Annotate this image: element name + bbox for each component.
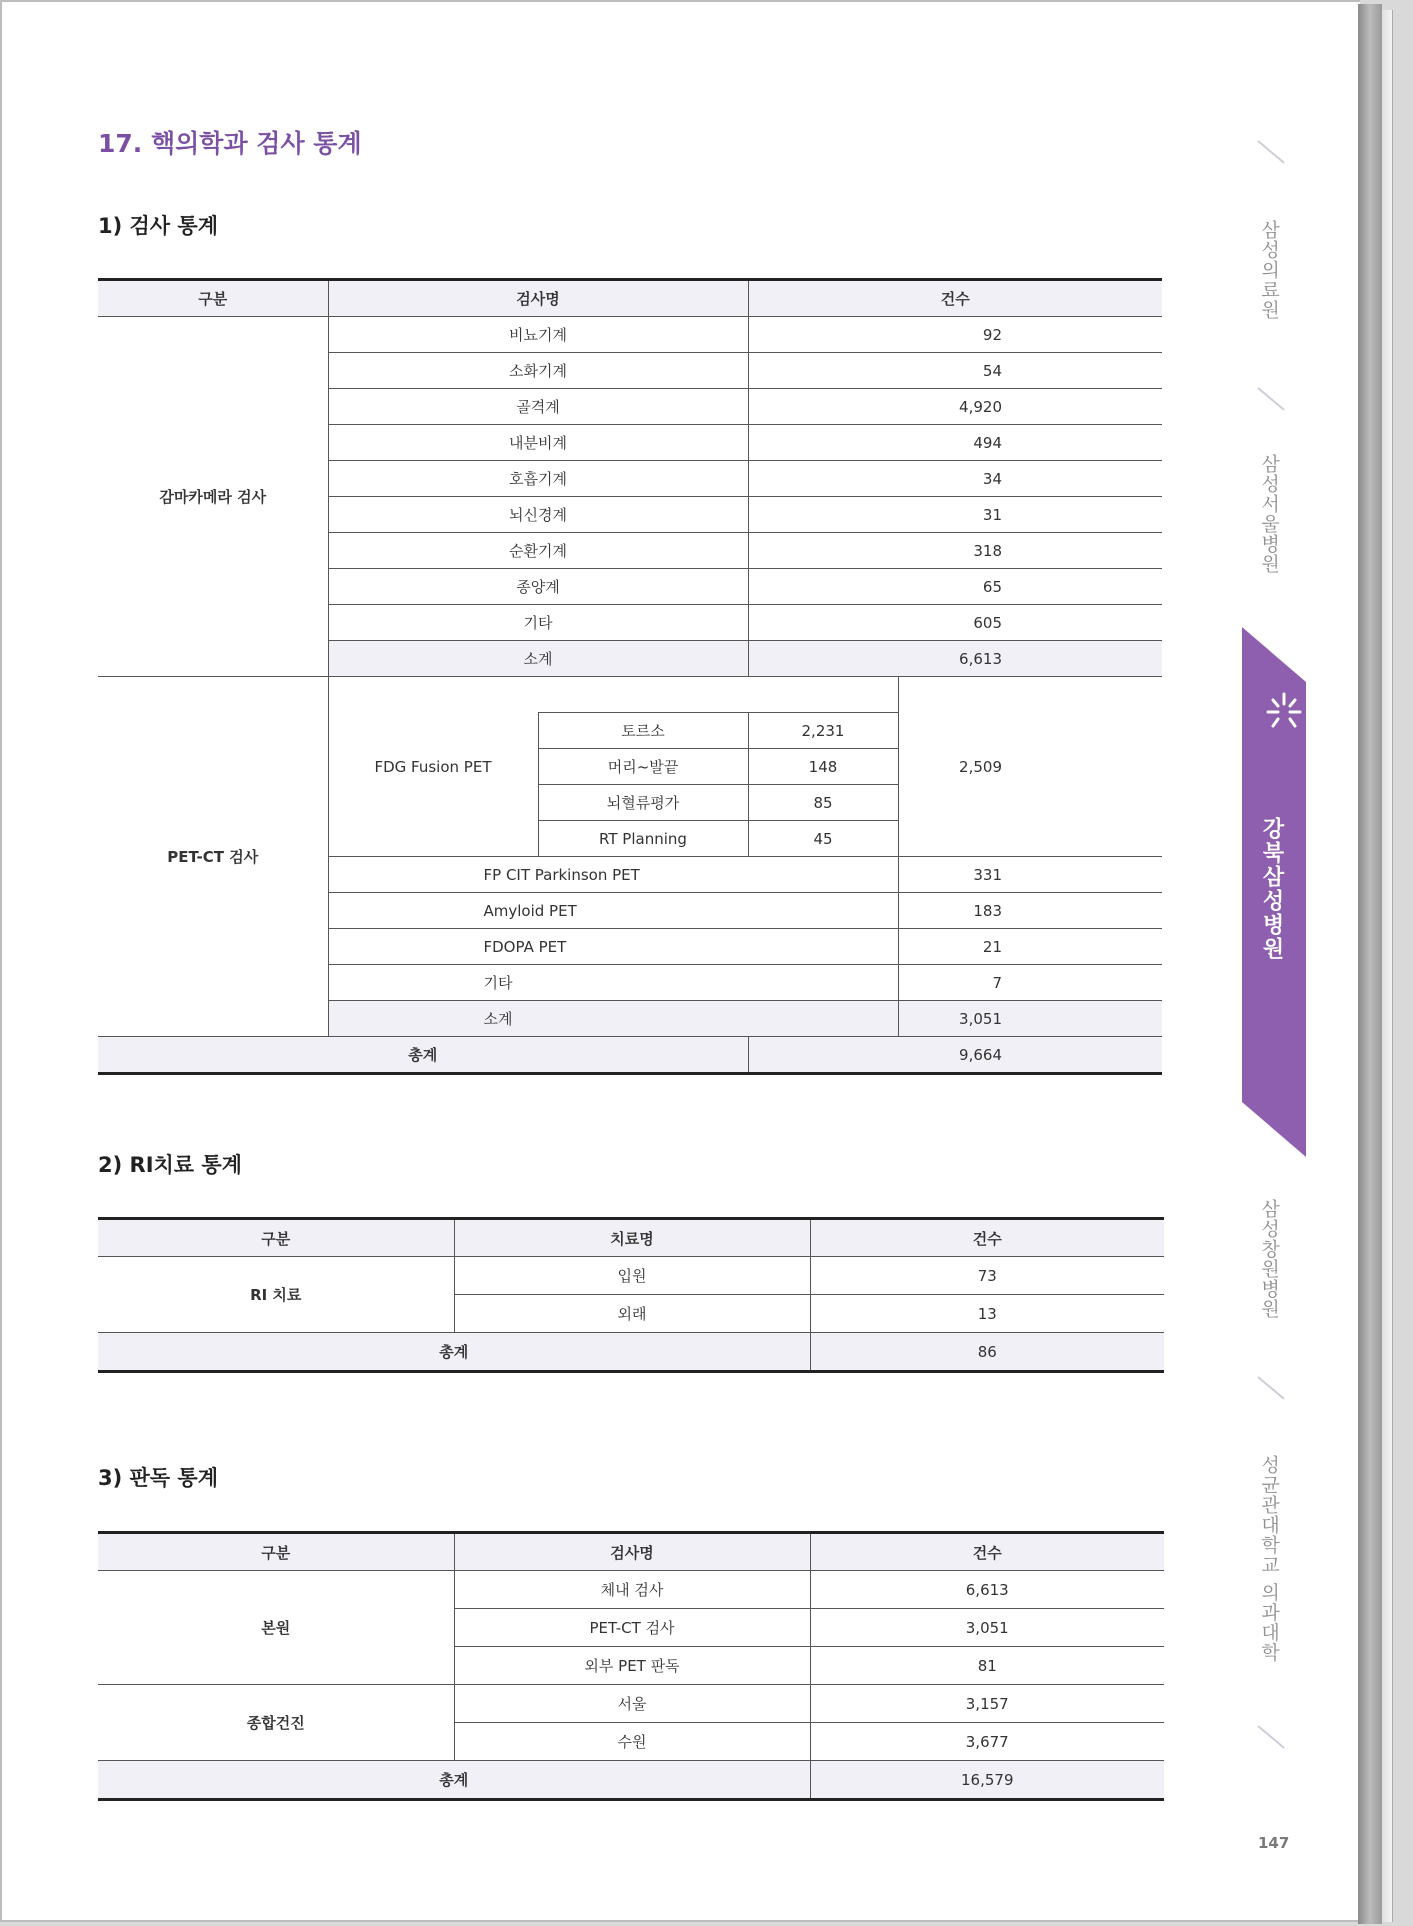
exam-name: 서울	[454, 1685, 810, 1723]
exam-count: 65	[748, 569, 1162, 605]
fdg-fusion-label: FDG Fusion PET	[328, 677, 538, 857]
header-exam-name: 검사명	[454, 1533, 810, 1571]
header-treatment-name: 치료명	[454, 1219, 810, 1257]
fdg-sub-name: 토르소	[538, 713, 748, 749]
divider-slash	[1257, 140, 1284, 163]
fdg-total: 2,509	[898, 677, 1162, 857]
sidebar-item-samsung-changwon[interactable]: 삼성창원병원	[1258, 1199, 1280, 1319]
total-label: 총계	[98, 1333, 810, 1372]
exam-count: 3,677	[810, 1723, 1164, 1761]
total-value: 16,579	[810, 1761, 1164, 1800]
total-label: 총계	[98, 1761, 810, 1800]
exam-name: Amyloid PET	[328, 893, 898, 929]
sidebar-item-skku-medicine[interactable]: 성균관대학교 의과대학	[1258, 1455, 1280, 1663]
section-title-reading-stats: 3) 판독 통계	[98, 1466, 218, 1490]
exam-count: 4,920	[748, 389, 1162, 425]
exam-name: FP CIT Parkinson PET	[328, 857, 898, 893]
sidebar-item-samsung-medical[interactable]: 삼성의료원	[1258, 220, 1280, 320]
fdg-sub-count: 2,231	[748, 713, 898, 749]
fdg-sub-name: 뇌혈류평가	[538, 785, 748, 821]
group-ri-treatment: RI 치료	[98, 1257, 454, 1333]
exam-stats-table	[98, 278, 1162, 1075]
reading-stats-table	[98, 1531, 1164, 1801]
fdg-sub-name: 머리~발끝	[538, 749, 748, 785]
exam-count: 54	[748, 353, 1162, 389]
subtotal-value: 3,051	[898, 1001, 1162, 1037]
total-value: 9,664	[748, 1037, 1162, 1074]
fdg-sub-count: 148	[748, 749, 898, 785]
section-title-exam-stats: 1) 검사 통계	[98, 214, 218, 238]
exam-name: 골격계	[328, 389, 748, 425]
total-row	[98, 1333, 1164, 1372]
section-title-ri-stats: 2) RI치료 통계	[98, 1153, 242, 1177]
exam-name: 체내 검사	[454, 1571, 810, 1609]
exam-count: 81	[810, 1647, 1164, 1685]
exam-name: 뇌신경계	[328, 497, 748, 533]
group-pet-ct: PET-CT 검사	[98, 677, 328, 1037]
treatment-count: 13	[810, 1295, 1164, 1333]
exam-name: 순환기계	[328, 533, 748, 569]
total-label: 총계	[98, 1037, 748, 1074]
exam-count: 183	[898, 893, 1162, 929]
fdg-sub-count: 45	[748, 821, 898, 857]
header-category: 구분	[98, 1533, 454, 1571]
exam-count: 605	[748, 605, 1162, 641]
table-row	[98, 677, 1162, 713]
exam-name: 기타	[328, 965, 898, 1001]
fdg-sub-count: 85	[748, 785, 898, 821]
treatment-name: 외래	[454, 1295, 810, 1333]
sidebar-item-kangbuk-samsung[interactable]: 강북삼성병원	[1259, 817, 1284, 961]
page-number: 147	[1258, 1834, 1290, 1852]
header-count: 건수	[810, 1219, 1164, 1257]
divider-slash	[1257, 1725, 1284, 1748]
exam-name: 호흡기계	[328, 461, 748, 497]
subtotal-label: 소계	[328, 1001, 898, 1037]
exam-count: 7	[898, 965, 1162, 1001]
treatment-name: 입원	[454, 1257, 810, 1295]
subtotal-value: 6,613	[748, 641, 1162, 677]
fdg-sub-name: RT Planning	[538, 821, 748, 857]
exam-name: 기타	[328, 605, 748, 641]
table-row	[98, 1257, 1164, 1295]
total-row	[98, 1037, 1162, 1074]
group-gamma-camera: 감마카메라 검사	[98, 317, 328, 677]
exam-count: 3,157	[810, 1685, 1164, 1723]
divider-slash	[1257, 387, 1284, 410]
exam-name: 외부 PET 판독	[454, 1647, 810, 1685]
exam-count: 6,613	[810, 1571, 1164, 1609]
exam-count: 92	[748, 317, 1162, 353]
treatment-count: 73	[810, 1257, 1164, 1295]
table-row	[98, 1685, 1164, 1723]
exam-name: PET-CT 검사	[454, 1609, 810, 1647]
exam-count: 31	[748, 497, 1162, 533]
exam-name: FDOPA PET	[328, 929, 898, 965]
group-health-checkup: 종합건진	[98, 1685, 454, 1761]
sidebar-item-samsung-seoul[interactable]: 삼성서울병원	[1258, 454, 1280, 574]
header-count: 건수	[748, 280, 1162, 317]
header-category: 구분	[98, 1219, 454, 1257]
exam-count: 34	[748, 461, 1162, 497]
total-value: 86	[810, 1333, 1164, 1372]
exam-count: 331	[898, 857, 1162, 893]
page-edge-shadow	[1358, 4, 1382, 1924]
total-row	[98, 1761, 1164, 1800]
exam-count: 318	[748, 533, 1162, 569]
subtotal-label: 소계	[328, 641, 748, 677]
header-category: 구분	[98, 280, 328, 317]
table-row	[98, 317, 1162, 353]
exam-name: 내분비계	[328, 425, 748, 461]
header-exam-name: 검사명	[328, 280, 748, 317]
exam-count: 21	[898, 929, 1162, 965]
group-main-hospital: 본원	[98, 1571, 454, 1685]
exam-name: 수원	[454, 1723, 810, 1761]
divider-slash	[1257, 1376, 1284, 1399]
header-count: 건수	[810, 1533, 1164, 1571]
table-row	[98, 1571, 1164, 1609]
exam-name: 종양계	[328, 569, 748, 605]
exam-name: 비뇨기계	[328, 317, 748, 353]
exam-name: 소화기계	[328, 353, 748, 389]
page-edge	[1382, 10, 1393, 1922]
asterisk-mark-icon	[1264, 690, 1304, 734]
ri-stats-table	[98, 1217, 1164, 1373]
page-title: 17. 핵의학과 검사 통계	[98, 129, 362, 158]
exam-count: 494	[748, 425, 1162, 461]
exam-count: 3,051	[810, 1609, 1164, 1647]
